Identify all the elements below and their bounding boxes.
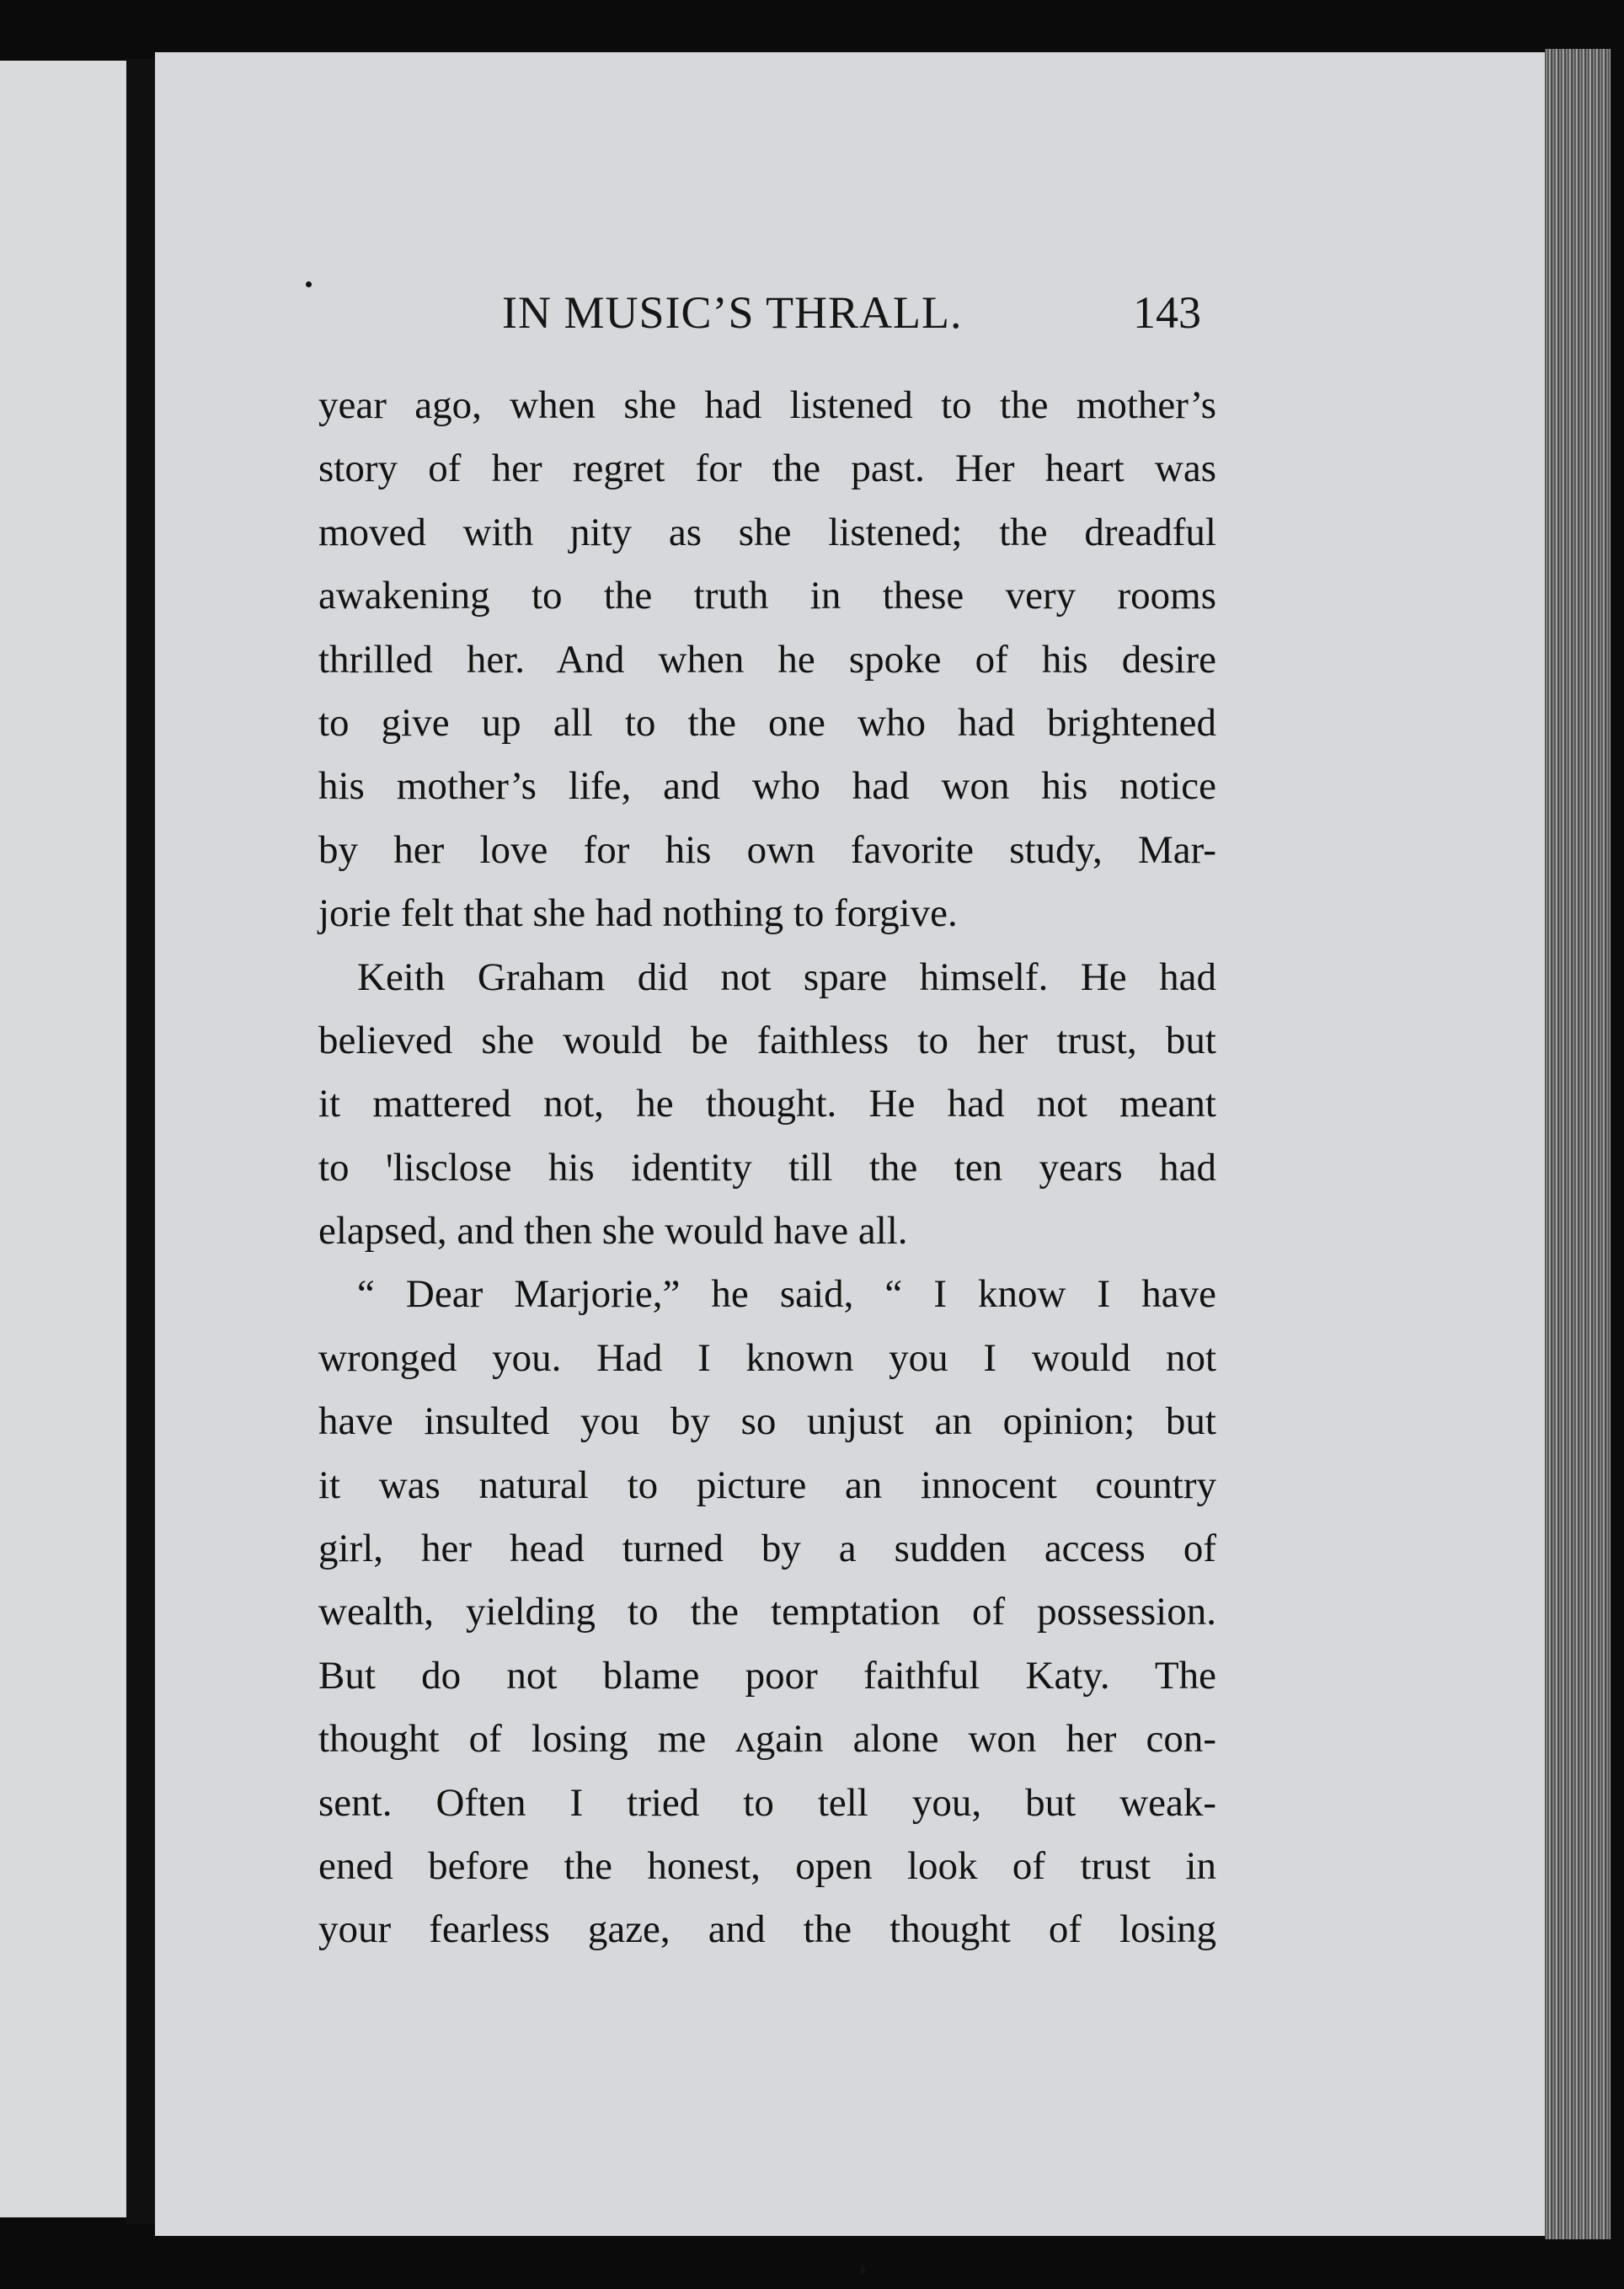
text-line: thrilled her. And when he spoke of his desire xyxy=(318,637,1216,682)
text-line: it mattered not, he thought. He had not meant xyxy=(318,1082,1216,1126)
text-line: by her love for his own favorite study, Mar- xyxy=(318,827,1216,872)
text-line: story of her regret for the past. Her heart was xyxy=(318,447,1216,491)
book-gutter xyxy=(126,59,155,2224)
text-line: elapsed, and then she would have all. xyxy=(318,1209,908,1254)
dust-speck xyxy=(860,2265,865,2275)
text-line: moved with ɲity as she listened; the dreadful xyxy=(318,510,1216,554)
text-line: to ꞌlisclose his identity till the ten years had xyxy=(318,1145,1216,1190)
text-line: ened before the honest, open look of trust in xyxy=(318,1843,1216,1888)
text-line: Keith Graham did not spare himself. He had xyxy=(357,955,1216,999)
text-line: wealth, yielding to the temptation of possession. xyxy=(318,1590,1216,1634)
page-number: 143 xyxy=(1133,287,1201,338)
text-line: have insulted you by so unjust an opinion; but xyxy=(318,1399,1216,1444)
text-line: jorie felt that she had nothing to forgive. xyxy=(318,891,958,936)
running-header xyxy=(502,286,1218,345)
dust-speck xyxy=(306,281,312,287)
text-line: it was natural to picture an innocent country xyxy=(318,1463,1216,1507)
left-page-edge xyxy=(0,61,126,2217)
text-line: your fearless gaze, and the thought of losing xyxy=(318,1907,1216,1952)
text-line: wronged you. Had I known you I would not xyxy=(318,1335,1216,1380)
page-stack-edge xyxy=(1545,49,1611,2239)
body-text xyxy=(318,374,1216,1962)
text-line: year ago, when she had listened to the mother’s xyxy=(318,383,1216,427)
text-line: “ Dear Marjorie,” he said, “ I know I have xyxy=(357,1272,1216,1317)
running-title: IN MUSIC’S THRALL. xyxy=(502,287,963,338)
text-line: believed she would be faithless to her trust, but xyxy=(318,1018,1216,1062)
text-line: to give up all to the one who had brightened xyxy=(318,700,1216,745)
text-line: awakening to the truth in these very rooms xyxy=(318,574,1216,618)
text-line: But do not blame poor faithful Katy. The xyxy=(318,1653,1216,1698)
text-line: sent. Often I tried to tell you, but weak- xyxy=(318,1780,1216,1825)
text-line: thought of losing me ʌgain alone won her con- xyxy=(318,1717,1216,1762)
text-line: girl, her head turned by a sudden access of xyxy=(318,1527,1216,1571)
text-line: his mother’s life, and who had won his notice xyxy=(318,764,1216,809)
